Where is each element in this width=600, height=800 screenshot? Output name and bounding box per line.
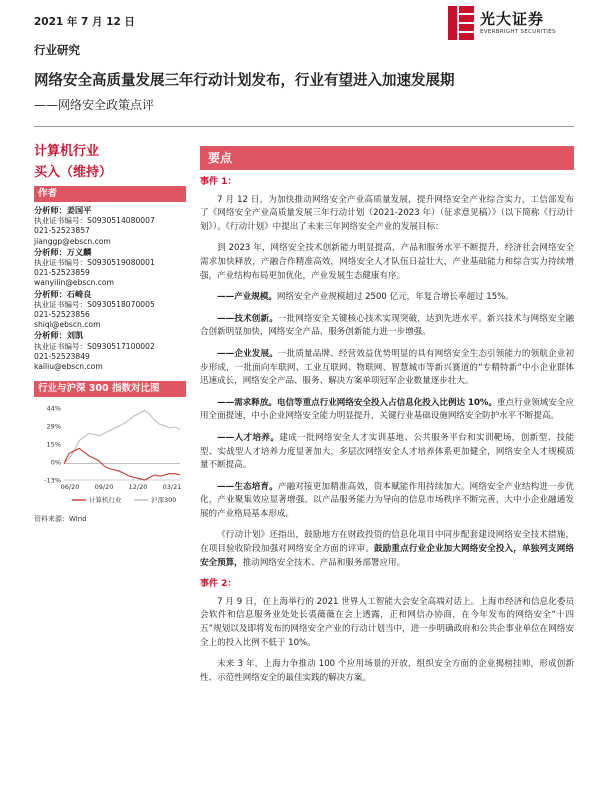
company-logo bbox=[448, 6, 588, 40]
goal-item-talent: ——人才培养。建成一批网络安全人才实训基地、公共服务平台和实训靶场，创新型、技能型、实战型人才培养力度显著加大，多层次网络安全人才培养体系更加健全，网络安全人才规模质量不断提高。 bbox=[200, 432, 575, 471]
logo-chinese-name: 光大证券 bbox=[480, 10, 545, 28]
header-divider bbox=[34, 126, 574, 127]
report-category: 行业研究 bbox=[34, 43, 80, 57]
y-tick-label: 29% bbox=[46, 422, 61, 431]
event2-paragraph-1: 7 月 9 日，在上海举行的 2021 世界人工智能大会安全高端对话上。上海市经济和信息化委员会软件和信息服务业处处长裘薇薇在会上透露，正和网信办协商，在今年发布的网络安全“十四五”规划以及即将发布的网络安全产业的行动计划当中，进一步明确政府和公共企事业单位在网络安全上的投入比例不低于 10%。 bbox=[200, 596, 574, 648]
author-entry: 分析师：刘凯 执业证书编号：S0930517100002 021-52523849 kailiu@ebscn.com bbox=[34, 330, 186, 372]
everbright-logo-icon bbox=[448, 6, 474, 40]
event1-intro: 7 月 12 日，为加快推动网络安全产业高质量发展，提升网络安全产业综合实力，工信部发布了《网络安全产业高质量发展三年行动计划（2021-2023 年）（征求意见稿）》（以下简称《行动计划》）。《行动计划》中提出了未来三年网络安全产业的发展目标： bbox=[200, 194, 574, 232]
author-email: wanyilin@ebscn.com bbox=[34, 278, 114, 288]
authors-list bbox=[34, 205, 186, 372]
authors-header: 作者 bbox=[34, 186, 186, 202]
y-tick-label: 0% bbox=[50, 458, 61, 467]
series-line bbox=[64, 448, 180, 480]
goal-item-ecosystem: ——生态培育。产融对接更加精准高效，资本赋能作用持续加大。网络安全产业结构进一步优化，产业聚集效应显著增强。以产品服务能力为导向的信息市场秩序不断完善，大中小企业融通发展的产业格局基本形成。 bbox=[200, 481, 575, 519]
legend-label: 沪深300 bbox=[151, 496, 177, 504]
report-title: 网络安全高质量发展三年行动计划发布，行业有望进入加速发展期 bbox=[34, 73, 455, 89]
goal-item-tech: ——技术创新。一批网络安全关键核心技术实现突破，达到先进水平。新兴技术与网络安全融合创新明显加快，网络安全产品、服务创新能力进一步增强。 bbox=[200, 313, 575, 338]
goal-item-enterprise: ——企业发展。一批质量品牌、经营效益优势明显的具有网络安全生态引领能力的领航企业初步形成，一批面向车联网、工业互联网、物联网、智慧城市等新兴赛道的“专精特新”中小企业群体迅速成长，网络安全产品、服务、解决方案单项冠军企业数量逐步壮大。 bbox=[200, 348, 575, 387]
goal-intro: 到 2023 年，网络安全技术创新能力明显提高，产品和服务水平不断提升，经济社会网络安全需求加快释放，产融合作精准高效，网络安全人才队伍日益壮大，产业基础能力和综合实力持续增强，产业结构布局更加优化，产业发展生态健康有序。 bbox=[200, 243, 574, 281]
author-phone: 021-52523849 bbox=[34, 351, 90, 361]
event2-paragraph-2: 未来 3 年，上海力争推动 100 个应用场景的开放，组织安全方面的企业揭榜挂帅，形成创新性、示范性网络安全的最佳实践的解决方案。 bbox=[200, 659, 574, 683]
chart-source: 资料来源：Wind bbox=[34, 515, 87, 523]
y-tick-label: -13% bbox=[44, 476, 61, 485]
author-phone: 021-52523859 bbox=[34, 268, 90, 278]
author-phone: 021-52523856 bbox=[34, 310, 90, 320]
author-cert: 执业证书编号：S0930519080001 bbox=[34, 258, 155, 268]
author-cert: 执业证书编号：S0930514080007 bbox=[34, 216, 155, 226]
industry-name: 计算机行业 bbox=[34, 144, 100, 159]
author-email: jianggp@ebscn.com bbox=[34, 236, 111, 246]
chart-header: 行业与沪深 300 指数对比图 bbox=[34, 381, 186, 397]
goal-item-demand: ——需求释放。电信等重点行业网络安全投入占信息化投入比例达 10%。重点行业领域安全应用全面提速，中小企业网络安全能力明显提升，关键行业基础设施网络安全防护水平不断提高。 bbox=[200, 397, 574, 422]
author-entry: 分析师：姜国平 执业证书编号：S0930514080007 021-52523857 jianggp@ebscn.com bbox=[34, 205, 186, 247]
goal-item-scale: ——产业规模。网络安全产业规模超过 2500 亿元，年复合增长率超过 15%。 bbox=[217, 292, 514, 303]
x-tick-label: 06/20 bbox=[60, 483, 80, 491]
report-subtitle: ——网络安全政策点评 bbox=[34, 98, 155, 112]
author-email: kailiu@ebscn.com bbox=[34, 362, 103, 372]
x-tick-label: 03/21 bbox=[162, 483, 182, 491]
author-cert: 执业证书编号：S0930518070005 bbox=[34, 299, 155, 309]
event1-title: 事件 1： bbox=[200, 177, 237, 187]
x-tick-label: 09/20 bbox=[94, 483, 114, 491]
author-name: 万义麟 bbox=[66, 246, 92, 257]
author-entry: 分析师：万义麟 执业证书编号：S0930519080001 021-52523859 wanyilin@ebscn.com bbox=[34, 247, 186, 289]
y-tick-label: 44% bbox=[46, 404, 61, 413]
plan-paragraph: 《行动计划》还指出，鼓励地方在财政投资的信息化项目中同步配套建设网络安全技术措施，在项目验收阶段加强对网络安全方面的评审。鼓励重点行业企业加大网络安全投入，单独列支网络安全预算，推动网络安全技术、产品和服务部署应用。 bbox=[200, 530, 575, 568]
event2-title: 事件 2： bbox=[200, 579, 237, 590]
author-name: 刘凯 bbox=[66, 330, 84, 341]
author-phone: 021-52523857 bbox=[34, 226, 90, 236]
series-line bbox=[64, 411, 180, 464]
author-email: shiql@ebscn.com bbox=[34, 320, 101, 330]
report-date: 2021 年 7 月 12 日 bbox=[34, 16, 135, 28]
x-tick-label: 12/20 bbox=[128, 483, 148, 491]
index-comparison-chart bbox=[34, 400, 186, 510]
rating: 买入（维持） bbox=[34, 165, 113, 180]
author-cert: 执业证书编号：S0930517100002 bbox=[34, 341, 155, 351]
author-name: 姜国平 bbox=[66, 205, 92, 215]
chart-svg bbox=[34, 400, 186, 510]
main-content bbox=[200, 176, 574, 685]
section-title: 要点 bbox=[200, 146, 574, 170]
y-tick-label: 15% bbox=[46, 440, 61, 449]
author-name: 石崎良 bbox=[66, 288, 92, 299]
legend-label: 计算机行业 bbox=[89, 496, 122, 504]
author-entry: 分析师：石崎良 执业证书编号：S0930518070005 021-52523856 shiql@ebscn.com bbox=[34, 289, 186, 331]
logo-english-name: EVERBRIGHT SECURITIES bbox=[480, 29, 556, 35]
